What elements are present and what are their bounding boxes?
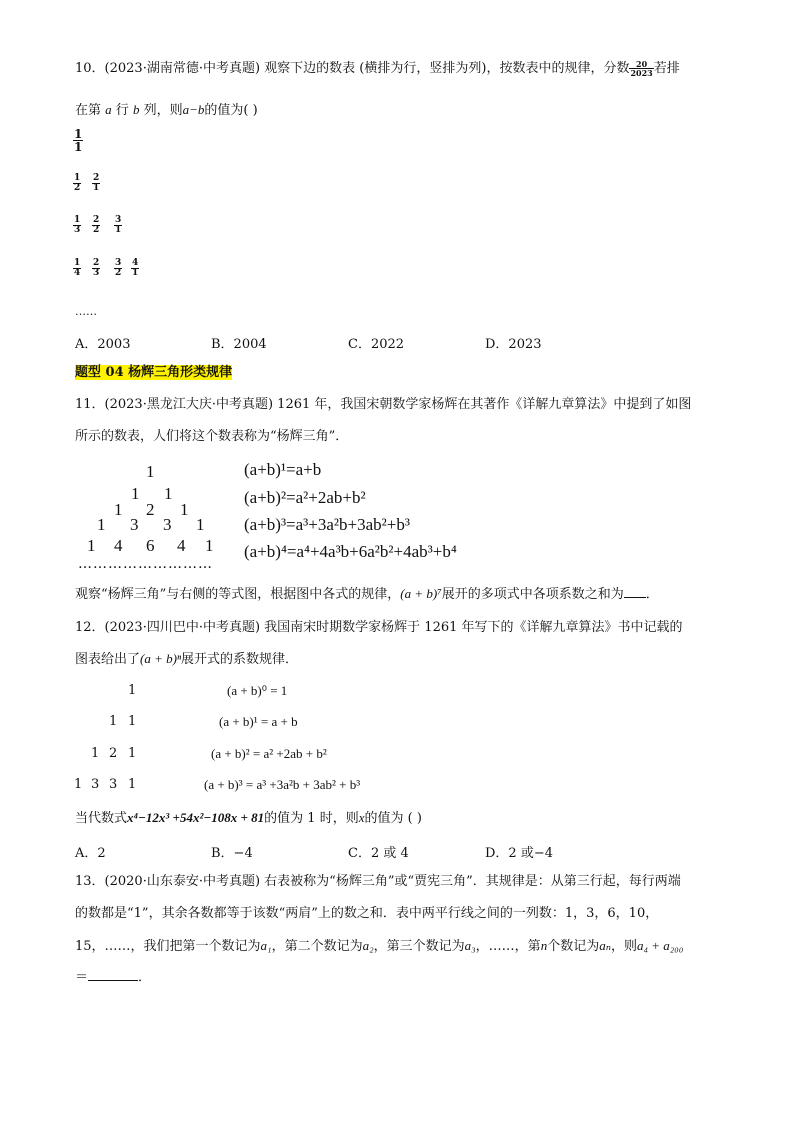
q13-text: ＝	[75, 970, 89, 985]
fraction-cell	[73, 259, 81, 278]
expr-a-minus-b: a−b	[182, 102, 205, 117]
triangle-number: 1	[196, 515, 205, 534]
term-a1: a₁	[260, 938, 272, 953]
section-title	[75, 364, 232, 382]
fraction-denominator: 2	[74, 183, 81, 193]
triangle-number: 1	[128, 714, 137, 729]
term-a3: a₃	[464, 938, 476, 953]
q10-text: 10．(2023·湖南常德·中考真题) 观察下边的数表 (横排为行，竖排为列)，按数表中的规律，分数	[75, 61, 630, 76]
q12-text: 图表给出了	[75, 652, 141, 667]
option-a[interactable]: A．2	[75, 846, 106, 861]
triangle-dots: ………………………	[78, 556, 213, 572]
fraction-numerator: 20	[629, 60, 653, 69]
fraction-cell	[114, 259, 122, 278]
q13-text: 15，……，我们把第一个数记为	[75, 939, 261, 954]
fraction-numerator: 1	[74, 173, 81, 183]
fraction-denominator: 1	[115, 225, 122, 235]
equation: (a+b)³=a³+3a²b+3ab²+b³	[244, 515, 410, 534]
q10-fraction	[629, 60, 653, 77]
fraction-denominator: 1	[93, 183, 100, 193]
option-b[interactable]: B．−4	[211, 846, 253, 861]
q12-line3	[75, 809, 422, 828]
triangle-number: 1	[114, 500, 123, 519]
triangle-number: 3	[91, 777, 100, 792]
q10-text: 列，则	[143, 103, 183, 118]
equation: (a + b)⁰ = 1	[227, 683, 288, 698]
fraction-numerator: 2	[93, 258, 100, 268]
q10-text: 行	[115, 103, 129, 118]
triangle-number: 1	[128, 746, 137, 761]
q13-text: 个数记为	[547, 939, 600, 954]
option-b[interactable]: B．2004	[211, 337, 267, 352]
triangle-number: 1	[109, 714, 118, 729]
term-a2: a₂	[362, 938, 374, 953]
q13-line1: 13．(2020·山东泰安·中考真题) 右表被称为“杨辉三角”或“贾宪三角”．其规律是：从第三行起，每行两端	[75, 874, 681, 889]
fraction-numerator: 3	[115, 215, 122, 225]
fraction-cell	[92, 216, 100, 235]
polynomial-expr: x⁴−12x³ +54x²−108x + 81	[127, 810, 265, 825]
q10-text: 在第	[75, 103, 102, 118]
q13-text: ，……，第	[475, 939, 541, 954]
equation: (a + b)¹ = a + b	[219, 714, 298, 729]
fraction-numerator: 1	[74, 215, 81, 225]
fraction-denominator: 2	[115, 268, 122, 278]
fraction-denominator: 3	[74, 225, 81, 235]
fraction-cell	[92, 259, 100, 278]
q13-text: ，第二个数记为	[271, 939, 363, 954]
fraction-denominator: 2	[93, 225, 100, 235]
q12-line1: 12．(2023·四川巴中·中考真题) 我国南宋时期数学家杨辉于 1261 年写下的《详解九章算法》书中记载的	[75, 620, 683, 635]
option-c[interactable]: C．2022	[348, 337, 405, 352]
var-b: b	[132, 102, 140, 117]
fraction-numerator: 2	[93, 173, 100, 183]
q12-line2	[75, 650, 298, 669]
triangle-number: 1	[146, 462, 155, 481]
q13-text: ．	[138, 970, 152, 985]
fraction-numerator: 4	[132, 258, 139, 268]
triangle-number: 3	[163, 515, 172, 534]
triangle-number: 1	[180, 500, 189, 519]
fraction-numerator: 1	[74, 258, 81, 268]
q12-text: 展开式的系数规律．	[181, 652, 299, 667]
answer-blank[interactable]	[624, 597, 646, 598]
equation: (a+b)⁴=a⁴+4a³b+6a²b²+4ab³+b⁴	[244, 542, 457, 561]
q13-line2: 的数都是“1”，其余各数都等于该数“两肩”上的数之和．表中两平行线之间的一列数：1，3，6，10，	[75, 906, 659, 921]
q13-text: ，第三个数记为	[373, 939, 465, 954]
q11-text: 展开的多项式中各项系数之和为	[441, 587, 624, 602]
var-x: x	[358, 810, 365, 825]
fraction-cell	[131, 259, 139, 278]
fraction-numerator: 3	[115, 258, 122, 268]
option-d[interactable]: D．2 或−4	[485, 846, 553, 861]
equation: (a + b)² = a² +2ab + b²	[211, 746, 327, 761]
q10-text: 的值为( )	[204, 103, 258, 118]
fraction-cell	[73, 174, 81, 193]
fraction-denominator: 1	[74, 140, 83, 154]
triangle-number: 3	[109, 777, 118, 792]
section-title-text: 题型 04 杨辉三角形类规律	[75, 365, 233, 380]
triangle-number: 1	[164, 484, 173, 503]
q11-line2: 所示的数表，人们将这个数表称为“杨辉三角”．	[75, 429, 349, 444]
var-a: a	[105, 102, 112, 117]
q10-ellipsis: ……	[75, 305, 97, 318]
q10-line1	[75, 60, 680, 78]
fraction-cell	[73, 216, 81, 235]
q12-text: 的值为 ( )	[364, 811, 422, 826]
option-d[interactable]: D．2023	[485, 337, 542, 352]
q12-text: 当代数式	[75, 811, 128, 826]
option-a[interactable]: A．2003	[75, 337, 131, 352]
q10-text-end: 若排	[653, 61, 680, 76]
fraction-numerator: 2	[93, 215, 100, 225]
triangle-number: 1	[128, 683, 137, 698]
fraction-denominator: 1	[132, 268, 139, 278]
q11-text: ．	[645, 587, 659, 602]
equation: (a+b)²=a²+2ab+b²	[244, 488, 366, 507]
expr-a-plus-b-7: (a + b)⁷	[400, 586, 442, 601]
q12-text: 的值为 1 时，则	[264, 811, 359, 826]
q10-line2	[75, 101, 258, 120]
triangle-number: 4	[177, 536, 186, 555]
triangle-number: 4	[114, 536, 123, 555]
fraction-cell	[114, 216, 122, 235]
fraction-denominator: 2023	[630, 68, 653, 78]
triangle-number: 1	[91, 746, 100, 761]
q11-line1: 11．(2023·黑龙江大庆·中考真题) 1261 年，我国宋朝数学家杨辉在其著作《详解九章算法》中提到了如图	[75, 397, 692, 412]
triangle-number: 3	[130, 515, 139, 534]
expr-a-plus-b-n: (a + b)ⁿ	[140, 651, 182, 666]
q13-text: ，则	[610, 939, 637, 954]
triangle-number: 1	[97, 515, 106, 534]
triangle-number: 1	[128, 777, 137, 792]
triangle-number: 1	[205, 536, 214, 555]
equation: (a+b)¹=a+b	[244, 460, 322, 479]
q11-line3	[75, 585, 659, 604]
triangle-number: 2	[109, 746, 118, 761]
equation: (a + b)³ = a³ +3a²b + 3ab² + b³	[204, 777, 361, 792]
option-c[interactable]: C．2 或 4	[348, 846, 409, 861]
answer-blank[interactable]	[88, 980, 138, 981]
triangle-number: 1	[87, 536, 96, 555]
fraction-denominator: 3	[93, 268, 100, 278]
triangle-number: 6	[146, 536, 155, 555]
fraction-numerator: 1	[74, 127, 83, 141]
term-an: aₙ	[599, 938, 611, 953]
triangle-number: 2	[146, 500, 155, 519]
fraction-denominator: 4	[74, 268, 81, 278]
fraction-cell	[92, 174, 100, 193]
sum-expr: a₄ + a₂₀₀	[637, 938, 684, 953]
q11-text: 观察“杨辉三角”与右侧的等式图，根据图中各式的规律，	[75, 587, 401, 602]
q13-line3	[75, 937, 683, 956]
var-n: n	[540, 938, 548, 953]
q13-line4	[75, 969, 151, 987]
fraction-cell	[73, 128, 83, 153]
triangle-number: 1	[74, 777, 83, 792]
triangle-number: 1	[131, 484, 140, 503]
